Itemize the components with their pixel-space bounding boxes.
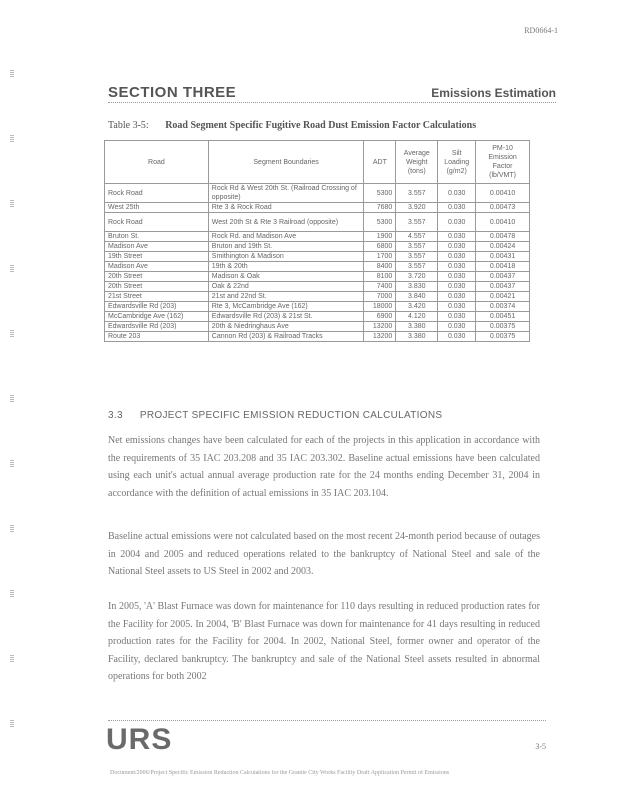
cell-factor: 0.00424 [476, 242, 530, 252]
cell-silt: 0.030 [438, 213, 476, 232]
table-number: Table 3-5: [108, 120, 149, 131]
cell-road: McCambridge Ave (162) [105, 312, 209, 322]
paragraph-2: Baseline actual emissions were not calculated based on the most recent 24-month period because of outages in 2004 and 2005 and reduced operations related to the bankruptcy of National Steel and sale of the National Steel assets to US Steel in 2002 and 2003. [108, 531, 540, 577]
table-row [105, 242, 530, 252]
table-row [105, 262, 530, 272]
cell-segment: Smithington & Madison [208, 252, 364, 262]
cell-segment: 19th & 20th [208, 262, 364, 272]
cell-factor: 0.00473 [476, 203, 530, 213]
cell-segment: West 20th St & Rte 3 Railroad (opposite) [208, 213, 364, 232]
document-number: RD0664-1 [524, 26, 558, 35]
cell-factor: 0.00410 [476, 213, 530, 232]
cell-adt: 6800 [364, 242, 396, 252]
cell-adt: 8400 [364, 262, 396, 272]
cell-factor: 0.00431 [476, 252, 530, 262]
cell-segment: Rte 3, McCambridge Ave (162) [208, 302, 364, 312]
table-row [105, 312, 530, 322]
cell-silt: 0.030 [438, 292, 476, 302]
col-header-segment: Segment Boundaries [208, 141, 364, 184]
cell-silt: 0.030 [438, 322, 476, 332]
section-topic: Emissions Estimation [431, 86, 556, 100]
cell-segment: Rock Rd. and Madison Ave [208, 232, 364, 242]
cell-factor: 0.00451 [476, 312, 530, 322]
cell-silt: 0.030 [438, 232, 476, 242]
subsection-title: PROJECT SPECIFIC EMISSION REDUCTION CALCULATIONS [139, 410, 443, 421]
section-header [108, 84, 556, 103]
col-header-road: Road [105, 141, 209, 184]
cell-weight: 3.557 [396, 213, 438, 232]
cell-road: Rock Road [105, 184, 209, 203]
paragraph-1: Net emissions changes have been calculated for each of the projects in this application in accordance with the requirements of 35 IAC 203.208 and 35 IAC 203.302. Baseline actual emissions have been calculated using each unit's actual annual average production rate for the 24 months ending December 31, 2004 in accordance with the definition of actual emissions in 35 IAC 203.104. [108, 435, 540, 499]
cell-road: Rock Road [105, 213, 209, 232]
cell-road: West 25th [105, 203, 209, 213]
cell-weight: 3.557 [396, 252, 438, 262]
table-row [105, 292, 530, 302]
binding-marks [10, 40, 18, 740]
cell-segment: Rock Rd & West 20th St. (Railroad Crossing of opposite) [208, 184, 364, 203]
cell-silt: 0.030 [438, 184, 476, 203]
cell-weight: 3.380 [396, 332, 438, 342]
cell-segment: Oak & 22nd [208, 282, 364, 292]
cell-adt: 7400 [364, 282, 396, 292]
cell-weight: 3.920 [396, 203, 438, 213]
cell-adt: 7000 [364, 292, 396, 302]
cell-adt: 13200 [364, 332, 396, 342]
col-header-adt: ADT [364, 141, 396, 184]
cell-segment: 20th & Niedringhaus Ave [208, 322, 364, 332]
cell-segment: Rte 3 & Rock Road [208, 203, 364, 213]
table-row [105, 252, 530, 262]
table-row [105, 322, 530, 332]
table-row [105, 282, 530, 292]
table-row [105, 302, 530, 312]
section-title: SECTION THREE [108, 84, 237, 101]
col-header-factor: PM-10 Emission Factor (lb/VMT) [476, 141, 530, 184]
cell-road: Edwardsville Rd (203) [105, 302, 209, 312]
cell-road: Route 203 [105, 332, 209, 342]
urs-logo: URS [106, 723, 173, 756]
cell-factor: 0.00437 [476, 282, 530, 292]
cell-adt: 18000 [364, 302, 396, 312]
cell-factor: 0.00375 [476, 322, 530, 332]
page-number: 3-5 [535, 742, 546, 751]
cell-adt: 13200 [364, 322, 396, 332]
emission-factor-table [104, 140, 530, 342]
cell-factor: 0.00437 [476, 272, 530, 282]
cell-factor: 0.00374 [476, 302, 530, 312]
cell-road: Edwardsville Rd (203) [105, 322, 209, 332]
footer-path: Document/2006/Project Specific Emission Reduction Calculations for the Granite City Works Facility Draft Application Permit of Emissions [110, 770, 450, 776]
footer-divider [108, 720, 546, 721]
cell-silt: 0.030 [438, 272, 476, 282]
cell-adt: 5300 [364, 184, 396, 203]
cell-weight: 3.720 [396, 272, 438, 282]
cell-weight: 3.557 [396, 184, 438, 203]
table-row [105, 332, 530, 342]
cell-adt: 5300 [364, 213, 396, 232]
subsection-heading [108, 410, 442, 421]
cell-weight: 3.420 [396, 302, 438, 312]
subsection-number: 3.3 [108, 410, 123, 421]
cell-silt: 0.030 [438, 203, 476, 213]
cell-silt: 0.030 [438, 242, 476, 252]
table-row [105, 272, 530, 282]
cell-adt: 7680 [364, 203, 396, 213]
col-header-silt: Silt Loading (g/m2) [438, 141, 476, 184]
cell-adt: 1700 [364, 252, 396, 262]
cell-weight: 3.557 [396, 242, 438, 252]
cell-segment: Cannon Rd (203) & Railroad Tracks [208, 332, 364, 342]
cell-adt: 8100 [364, 272, 396, 282]
cell-road: 19th Street [105, 252, 209, 262]
paragraph-3: In 2005, 'A' Blast Furnace was down for maintenance for 110 days resulting in reduced production rates for the Facility for 2005. In 2004, 'B' Blast Furnace was down for maintenance for 41 days resulting in reduced production rates for the Facility for 2004. In 2002, National Steel, former owner and operator of the Facility, declared bankruptcy. The bankruptcy and sale of the National Steel assets resulted in abnormal operations for both 2002 [108, 601, 540, 682]
cell-road: Madison Ave [105, 242, 209, 252]
cell-adt: 1900 [364, 232, 396, 242]
cell-silt: 0.030 [438, 302, 476, 312]
cell-weight: 3.557 [396, 262, 438, 272]
table-row [105, 232, 530, 242]
cell-weight: 4.120 [396, 312, 438, 322]
cell-road: Bruton St. [105, 232, 209, 242]
cell-silt: 0.030 [438, 332, 476, 342]
cell-weight: 3.830 [396, 282, 438, 292]
col-header-weight: Average Weight (tons) [396, 141, 438, 184]
cell-road: Madison Ave [105, 262, 209, 272]
table-row [105, 184, 530, 203]
cell-weight: 4.557 [396, 232, 438, 242]
cell-segment: 21st and 22nd St. [208, 292, 364, 302]
table-caption [108, 120, 476, 131]
cell-road: 20th Street [105, 272, 209, 282]
cell-silt: 0.030 [438, 282, 476, 292]
cell-weight: 3.380 [396, 322, 438, 332]
table-row [105, 213, 530, 232]
cell-weight: 3.840 [396, 292, 438, 302]
cell-factor: 0.00375 [476, 332, 530, 342]
cell-factor: 0.00421 [476, 292, 530, 302]
cell-silt: 0.030 [438, 312, 476, 322]
cell-segment: Edwardsville Rd (203) & 21st St. [208, 312, 364, 322]
cell-factor: 0.00418 [476, 262, 530, 272]
cell-silt: 0.030 [438, 262, 476, 272]
cell-road: 21st Street [105, 292, 209, 302]
cell-factor: 0.00478 [476, 232, 530, 242]
cell-segment: Madison & Oak [208, 272, 364, 282]
cell-segment: Bruton and 19th St. [208, 242, 364, 252]
table-title: Road Segment Specific Fugitive Road Dust Emission Factor Calculations [165, 120, 477, 131]
cell-road: 20th Street [105, 282, 209, 292]
table-header-row [105, 141, 530, 184]
cell-factor: 0.00410 [476, 184, 530, 203]
cell-silt: 0.030 [438, 252, 476, 262]
table-row [105, 203, 530, 213]
cell-adt: 6900 [364, 312, 396, 322]
